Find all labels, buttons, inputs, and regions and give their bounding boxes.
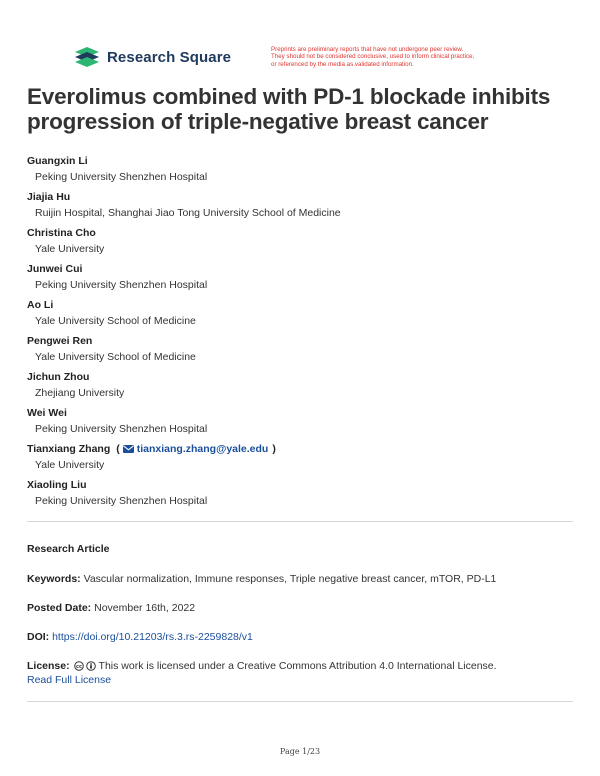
author-name[interactable]: Wei Wei <box>27 407 67 419</box>
license-label: License: <box>27 660 70 672</box>
author-name[interactable]: Jiajia Hu <box>27 191 71 203</box>
research-square-logo[interactable] <box>74 46 231 68</box>
author-email: tianxiang.zhang@yale.edu <box>136 443 269 455</box>
author-email-wrap <box>116 442 276 456</box>
author-item <box>27 224 587 260</box>
author-item <box>27 476 587 512</box>
author-item <box>27 188 587 224</box>
keywords <box>27 572 587 586</box>
author-item <box>27 260 587 296</box>
notice-line: They should not be considered conclusive, used to inform clinical practice, <box>271 53 475 61</box>
author-affiliation: Peking University Shenzhen Hospital <box>35 423 208 435</box>
author-affiliation: Yale University <box>35 459 105 471</box>
read-full-license-link[interactable]: Read Full License <box>27 674 112 686</box>
author-item <box>27 332 587 368</box>
author-name[interactable]: Pengwei Ren <box>27 335 93 347</box>
svg-text:cc: cc <box>75 664 82 671</box>
posted-label: Posted Date: <box>27 602 92 614</box>
author-affiliation: Yale University School of Medicine <box>35 351 196 363</box>
author-name[interactable]: Jichun Zhou <box>27 371 90 383</box>
author-list <box>27 152 587 512</box>
posted-value: November 16th, 2022 <box>94 602 196 614</box>
author-affiliation: Peking University Shenzhen Hospital <box>35 171 208 183</box>
doi-link[interactable]: https://doi.org/10.21203/rs.3.rs-2259828/v1 <box>52 631 253 643</box>
author-affiliation: Zhejiang University <box>35 387 125 399</box>
paper-title: Everolimus combined with PD-1 blockade inhibits progression of triple-negative breast cancer <box>27 84 551 134</box>
author-item <box>27 404 587 440</box>
close-paren: ) <box>272 443 276 455</box>
author-name[interactable]: Christina Cho <box>27 227 96 239</box>
page-number: Page 1/23 <box>279 747 321 756</box>
author-name[interactable]: Ao Li <box>27 299 54 311</box>
author-name[interactable]: Guangxin Li <box>27 155 88 167</box>
author-item <box>27 152 587 188</box>
posted-date <box>27 601 587 615</box>
divider <box>27 701 573 702</box>
notice-line: Preprints are preliminary reports that have not undergone peer review. <box>271 46 464 53</box>
author-item <box>27 296 587 332</box>
author-affiliation: Yale University <box>35 243 105 255</box>
author-email-link[interactable] <box>123 442 269 456</box>
preprint-notice <box>271 46 531 68</box>
author-name[interactable]: Junwei Cui <box>27 263 83 275</box>
doi <box>27 630 587 644</box>
author-item <box>27 368 587 404</box>
license <box>27 659 587 687</box>
cc-icon <box>74 661 84 671</box>
author-affiliation: Peking University Shenzhen Hospital <box>35 495 208 507</box>
author-name-row <box>27 440 587 458</box>
license-text: This work is licensed under a Creative Commons Attribution 4.0 International License. <box>98 660 497 672</box>
author-name[interactable]: Tianxiang Zhang <box>27 443 111 455</box>
author-affiliation: Ruijin Hospital, Shanghai Jiao Tong University School of Medicine <box>35 207 341 219</box>
logo-text: Research Square <box>107 48 232 66</box>
open-paren: ( <box>116 443 120 455</box>
by-icon <box>86 661 96 671</box>
doi-label: DOI: <box>27 631 50 643</box>
article-type: Research Article <box>27 543 110 555</box>
notice-line: or referenced by the media as validated information. <box>271 60 414 68</box>
author-affiliation: Peking University Shenzhen Hospital <box>35 279 208 291</box>
research-square-logo-icon <box>74 46 100 68</box>
author-affiliation: Yale University School of Medicine <box>35 315 196 327</box>
author-name[interactable]: Xiaoling Liu <box>27 479 87 491</box>
keywords-label: Keywords: <box>27 573 81 585</box>
divider <box>27 521 573 522</box>
keywords-value: Vascular normalization, Immune responses, Triple negative breast cancer, mTOR, PD-L1 <box>83 573 497 585</box>
envelope-icon <box>123 445 134 453</box>
author-item <box>27 440 587 476</box>
